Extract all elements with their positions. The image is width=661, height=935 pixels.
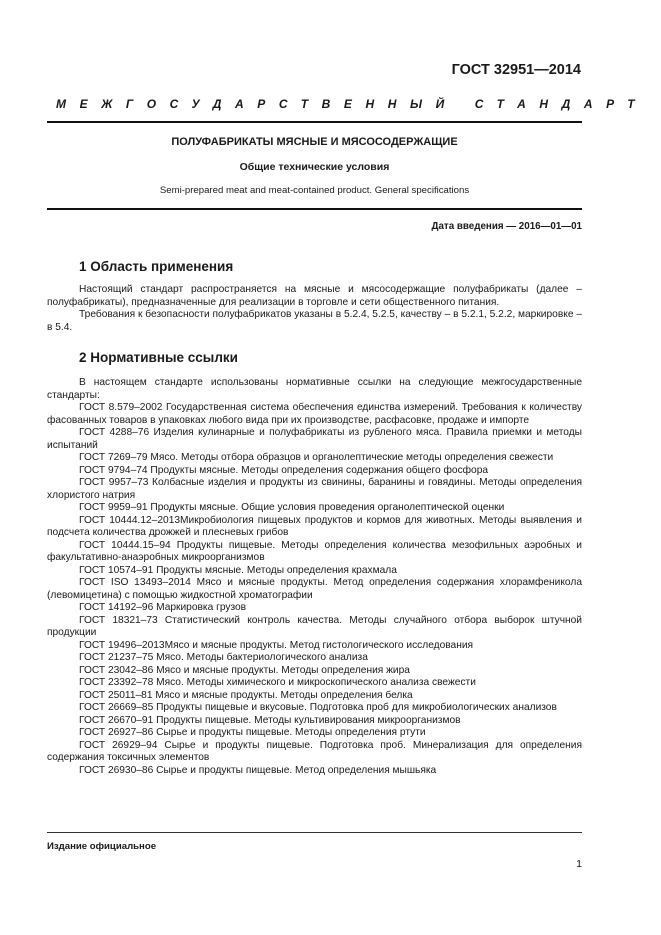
official-edition-label: Издание официальное xyxy=(47,841,157,852)
reference-item: ГОСТ 26927–86 Сырье и продукты пищевые. Методы определения ртути xyxy=(79,727,426,738)
reference-item: ГОСТ 9794–74 Продукты мясные. Методы определения содержания общего фосфора xyxy=(79,464,489,476)
section-2-heading: 2 Нормативные ссылки xyxy=(79,350,238,365)
reference-item: ГОСТ 10444.15–94 Продукты пищевые. Методы определения количества мезофильных аэробных и факультативно-анаэробных микроорганизмов xyxy=(47,539,582,563)
paragraph: В настоящем стандарте использованы нормативные ссылки на следующие межгосударственные стандарты: xyxy=(47,377,582,401)
reference-item: ГОСТ 10444.12–2013Микробиология пищевых продуктов и кормов для животных. Методы выявления и подсчета количества дрожжей и плесневых грибов xyxy=(47,514,582,538)
reference-item: ГОСТ ISO 13493–2014 Мясо и мясные продукты. Метод определения содержания хлорамфеникола (левомицетина) с помощью жидкостной хроматографии xyxy=(47,577,582,601)
reference-item: ГОСТ 23392–78 Мясо. Методы химического и микроскопического анализа свежести xyxy=(79,677,476,688)
reference-item: ГОСТ 26929–94 Сырье и продукты пищевые. Подготовка проб. Минерализация для определения содержания токсичных элементов xyxy=(47,739,582,763)
document-subtitle: Общие технические условия xyxy=(239,161,390,173)
paragraph: Требования к безопасности полуфабрикатов указаны в 5.2.4, 5.2.5, качеству – в 5.2.1, 5.2.2, маркировке – в 5.4. xyxy=(47,309,582,333)
reference-item: ГОСТ 26670–91 Продукты пищевые. Методы культивирования микроорганизмов xyxy=(79,714,461,726)
reference-item: ГОСТ 14192–96 Маркировка грузов xyxy=(79,602,247,613)
reference-item: ГОСТ 10574–91 Продукты мясные. Методы определения крахмала xyxy=(79,564,397,576)
reference-item: ГОСТ 4288–76 Изделия кулинарные и полуфабрикаты из рубленого мяса. Правила приемки и методы испытаний xyxy=(47,427,582,451)
section-1-body xyxy=(47,284,582,334)
reference-item: ГОСТ 23042–86 Мясо и мясные продукты. Методы определения жира xyxy=(79,664,410,676)
banner-rule xyxy=(47,121,582,123)
reference-item: ГОСТ 21237–75 Мясо. Методы бактериологического анализа xyxy=(79,652,368,663)
reference-item: ГОСТ 7269–79 Мясо. Методы отбора образцов и органолептические методы определения свежести xyxy=(79,452,554,463)
reference-item: ГОСТ 8.579–2002 Государственная система обеспечения единства измерений. Требования к количеству фасованных товаров в упаковках любого вида при их производстве, расфасовке, продаже и импорте xyxy=(47,402,582,426)
standard-banner: МЕЖГОСУДАРСТВЕННЫЙ СТАНДАРТ xyxy=(56,97,649,111)
reference-item: ГОСТ 26669–85 Продукты пищевые и вкусовые. Подготовка проб для микробиологических анализов xyxy=(79,702,557,713)
reference-item: ГОСТ 18321–73 Статистический контроль качества. Методы случайного отбора выборок штучной продукции xyxy=(47,614,582,638)
reference-item: ГОСТ 9959–91 Продукты мясные. Общие условия проведения органолептической оценки xyxy=(79,502,505,513)
document-title-en: Semi-prepared meat and meat-contained product. General specifications xyxy=(159,185,470,196)
document-title: ПОЛУФАБРИКАТЫ МЯСНЫЕ И МЯСОСОДЕРЖАЩИЕ xyxy=(171,136,458,148)
footer-rule xyxy=(47,832,582,833)
section-2-body xyxy=(47,377,582,777)
standard-code: ГОСТ 32951—2014 xyxy=(451,62,581,78)
reference-item: ГОСТ 25011–81 Мясо и мясные продукты. Методы определения белка xyxy=(79,689,413,701)
introduction-date: Дата введения — 2016—01—01 xyxy=(431,221,582,232)
reference-item: ГОСТ 26930–86 Сырье и продукты пищевые. Метод определения мышьяка xyxy=(79,764,437,776)
section-1-heading: 1 Область применения xyxy=(79,259,234,274)
title-rule xyxy=(47,208,582,210)
page-number: 1 xyxy=(576,858,582,870)
reference-item: ГОСТ 19496–2013Мясо и мясные продукты. Метод гистологического исследования xyxy=(79,639,474,651)
paragraph: Настоящий стандарт распространяется на мясные и мясосодержащие полуфабрикаты (далее – полуфабрикаты), предназначенные для реализации в торговле и сети общественного питания. xyxy=(47,284,582,308)
reference-item: ГОСТ 9957–73 Колбасные изделия и продукты из свинины, баранины и говядины. Методы определения хлористого натрия xyxy=(47,477,582,501)
